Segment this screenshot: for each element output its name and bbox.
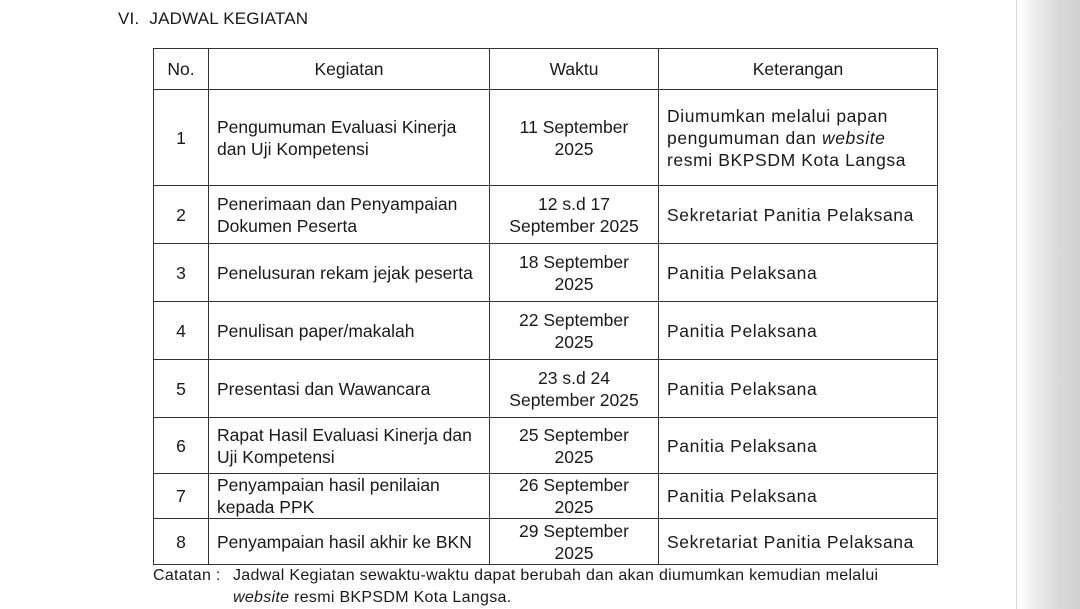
- footnote-label: Catatan :: [153, 567, 221, 584]
- keterangan-text: Panitia Pelaksana: [667, 262, 818, 283]
- cell-waktu: 11 September 2025: [490, 90, 659, 186]
- cell-no: 2: [154, 186, 209, 244]
- header-waktu: Waktu: [490, 49, 659, 90]
- cell-keterangan: [659, 360, 938, 418]
- table-row: [154, 519, 938, 565]
- cell-kegiatan: Pengumuman Evaluasi Kinerja dan Uji Kompetensi: [209, 90, 490, 186]
- keterangan-emphasis: website: [821, 127, 886, 148]
- section-title-text: JADWAL KEGIATAN: [149, 9, 309, 28]
- table-row: [154, 302, 938, 360]
- footnote-text: Jadwal Kegiatan sewaktu-waktu dapat berubah dan akan diumumkan kemudian melalui: [233, 567, 879, 584]
- keterangan-text: Panitia Pelaksana: [667, 320, 818, 341]
- cell-no: 3: [154, 244, 209, 302]
- keterangan-text: Diumumkan melalui papan pengumuman dan: [667, 105, 888, 148]
- header-keterangan: Keterangan: [659, 49, 938, 90]
- page-edge-shadow: [1018, 0, 1080, 609]
- cell-no: 7: [154, 474, 209, 519]
- header-kegiatan: Kegiatan: [209, 49, 490, 90]
- keterangan-text: Panitia Pelaksana: [667, 486, 818, 506]
- footnote-emphasis: website: [233, 589, 290, 606]
- cell-kegiatan: Penulisan paper/makalah: [209, 302, 490, 360]
- keterangan-text: Sekretariat Panitia Pelaksana: [667, 204, 914, 225]
- table-row: [154, 360, 938, 418]
- keterangan-text-rest: resmi BKPSDM Kota Langsa: [667, 149, 907, 170]
- cell-keterangan: [659, 474, 938, 519]
- cell-kegiatan: Penerimaan dan Penyampaian Dokumen Peserta: [209, 186, 490, 244]
- table-row: [154, 474, 938, 519]
- keterangan-text: Panitia Pelaksana: [667, 378, 818, 399]
- cell-waktu: 29 September 2025: [490, 519, 659, 565]
- cell-no: 6: [154, 418, 209, 474]
- cell-kegiatan: Penyampaian hasil akhir ke BKN: [209, 519, 490, 565]
- cell-keterangan: [659, 519, 938, 565]
- table-row: [154, 186, 938, 244]
- cell-no: 5: [154, 360, 209, 418]
- table-body: [154, 90, 938, 565]
- cell-waktu: 26 September 2025: [490, 474, 659, 519]
- keterangan-text: Panitia Pelaksana: [667, 435, 818, 456]
- table-row: [154, 418, 938, 474]
- cell-keterangan: [659, 186, 938, 244]
- table-row: [154, 90, 938, 186]
- cell-keterangan: [659, 418, 938, 474]
- footnote-line-2: [153, 587, 878, 609]
- table-row: [154, 244, 938, 302]
- cell-waktu: 22 September 2025: [490, 302, 659, 360]
- footnote-line-1: [153, 565, 878, 587]
- cell-kegiatan: Rapat Hasil Evaluasi Kinerja dan Uji Kompetensi: [209, 418, 490, 474]
- cell-waktu: 25 September 2025: [490, 418, 659, 474]
- cell-keterangan: [659, 244, 938, 302]
- cell-no: 4: [154, 302, 209, 360]
- cell-waktu: 18 September 2025: [490, 244, 659, 302]
- schedule-table: [153, 48, 938, 565]
- cell-kegiatan: Penelusuran rekam jejak peserta: [209, 244, 490, 302]
- footnote-text-rest: resmi BKPSDM Kota Langsa.: [289, 589, 512, 606]
- keterangan-text: Sekretariat Panitia Pelaksana: [667, 531, 914, 552]
- section-number: VI.: [118, 9, 140, 28]
- header-no: No.: [154, 49, 209, 90]
- cell-no: 1: [154, 90, 209, 186]
- cell-kegiatan: Presentasi dan Wawancara: [209, 360, 490, 418]
- page-edge-line: [1016, 0, 1017, 609]
- cell-no: 8: [154, 519, 209, 565]
- section-title: [118, 9, 308, 29]
- cell-waktu: 23 s.d 24 September 2025: [490, 360, 659, 418]
- table-header-row: [154, 49, 938, 90]
- footnote: [153, 565, 878, 609]
- cell-keterangan: [659, 90, 938, 186]
- cell-kegiatan: Penyampaian hasil penilaian kepada PPK: [209, 474, 490, 519]
- cell-keterangan: [659, 302, 938, 360]
- cell-waktu: 12 s.d 17 September 2025: [490, 186, 659, 244]
